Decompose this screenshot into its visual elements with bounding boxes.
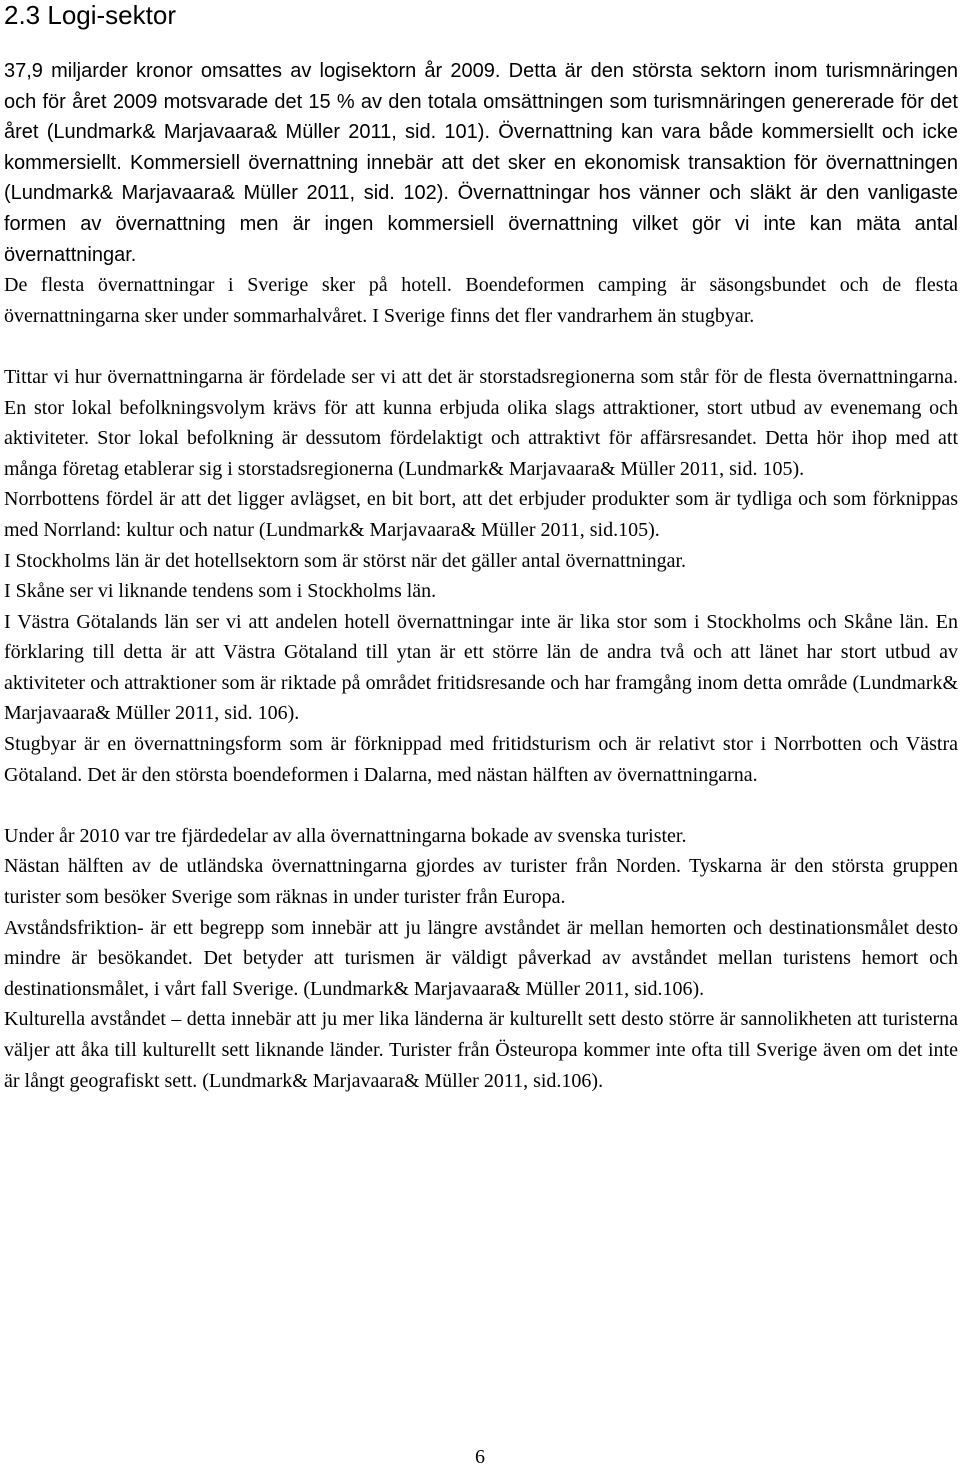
paragraph-stockholm: I Stockholms län är det hotellsektorn som är störst när det gäller antal övernattningar. bbox=[4, 549, 687, 572]
paragraph-storstad: Tittar vi hur övernattningarna är fördelade ser vi att det är storstadsregionerna som står för de flesta övernattningarna. En stor lokal befolkningsvolym krävs för att kunna erbjuda olika slags attraktioner, stort utbud av evenemang och aktiviteter. Stor lokal befolkning är dessutom fördelaktigt och attraktivt för affärsresandet. Detta hör ihop med att många företag etablerar sig i storstadsregionerna (Lundmark& Marjavaara& Müller 2011, sid. 105). bbox=[4, 365, 958, 480]
paragraph-avstandsfriktion: Avståndsfriktion- är ett begrepp som innebär att ju längre avståndet är mellan hemorten och destinationsmålet desto mindre är besökandet. Det betyder att turismen är väldigt påverkad av avståndet mellan turistens hemort och destinationsmålet, i vårt fall Sverige. (Lundmark& Marjavaara& Müller 2011, sid.106). bbox=[4, 916, 958, 1000]
paragraph-stugbyar: Stugbyar är en övernattningsform som är förknippad med fritidsturism och är relativt stor i Norrbotten och Västra Götaland. Det är den största boendeformen i Dalarna, med nästan hälften av övernattningarna. bbox=[4, 733, 958, 786]
section-heading: 2.3 Logi-sektor bbox=[4, 0, 176, 30]
blank-line bbox=[4, 790, 958, 821]
blank-line bbox=[4, 331, 958, 362]
intro-paragraph: 37,9 miljarder kronor omsattes av logisektorn år 2009. Detta är den största sektorn inom turismnäringen och för året 2009 motsvarade det 15 % av den totala omsättningen som turismnäringen genererade för det året (Lundmark& Marjavaara& Müller 2011, sid. 101). Övernattning kan vara både kommersiellt och icke kommersiellt. Kommersiell övernattning innebär att det sker en ekonomisk transaktion för övernattningen (Lundmark& Marjavaara& Müller 2011, sid. 102). Övernattningar hos vänner och släkt är den vanligaste formen av övernattning men är ingen kommersiell övernattning vilket gör vi inte kan mäta antal övernattningar. bbox=[4, 60, 958, 266]
paragraph-skane: I Skåne ser vi liknande tendens som i Stockholms län. bbox=[4, 580, 437, 603]
paragraph-vastra-gotaland: I Västra Götalands län ser vi att andelen hotell övernattningar inte är lika stor som i Stockholms och Skåne län. En förklaring till detta är att Västra Götaland till ytan är ett större län de andra två och att länet har stort utbud av aktiviteter och attraktioner som är riktade på området fritidsresande och har framgång inom detta område (Lundmark& Marjavaara& Müller 2011, sid. 106). bbox=[4, 610, 958, 725]
paragraph-utlandska: Nästan hälften av de utländska övernattningarna gjordes av turister från Norden. Tyskarna är den största gruppen turister som besöker Sverige som räknas in under turister från Europa. bbox=[4, 855, 958, 909]
page-number: 6 bbox=[475, 1446, 485, 1468]
paragraph-kulturella-avstandet: Kulturella avståndet – detta innebär att ju mer lika länderna är kulturellt sett desto större är sannolikheten att turisterna väljer att åka till kulturellt sett liknande länder. Turister från Östeuropa kommer inte ofta till Sverige även om det inte är långt geografiskt sett. (Lundmark& Marjavaara& Müller 2011, sid.106). bbox=[4, 1008, 958, 1092]
document-page bbox=[4, 0, 958, 1096]
paragraph-hotel: De flesta övernattningar i Sverige sker på hotell. Boendeformen camping är säsongsbundet och de flesta övernattningarna sker under sommarhalvåret. I Sverige finns det fler vandrarhem än stugbyar. bbox=[4, 274, 958, 327]
paragraph-svenska-turister: Under år 2010 var tre fjärdedelar av alla övernattningarna bokade av svenska turister. bbox=[4, 824, 687, 847]
heading-spacer bbox=[4, 30, 958, 56]
paragraph-norrbotten: Norrbottens fördel är att det ligger avlägset, en bit bort, att det erbjuder produkter som är tydliga och som förknippas med Norrland: kultur och natur (Lundmark& Marjavaara& Müller 2011, sid.105). bbox=[4, 488, 958, 541]
